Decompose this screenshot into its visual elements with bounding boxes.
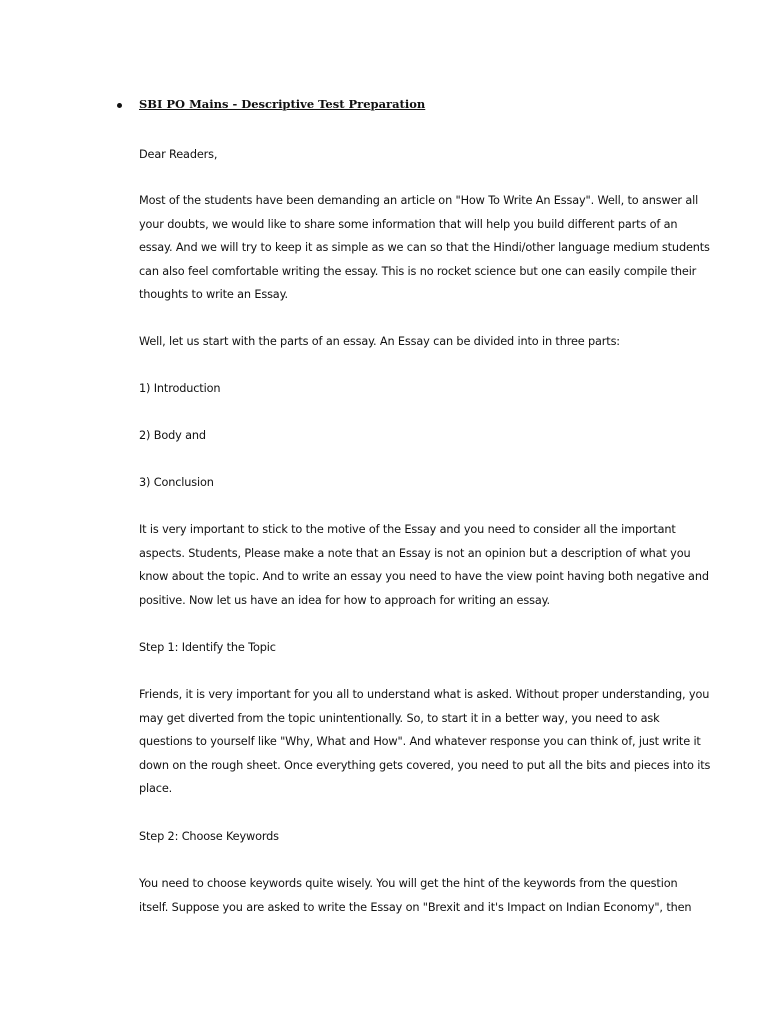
paragraph-line: know about the topic. And to write an essay you need to have the view point having both negative and — [139, 570, 709, 584]
list-item-body — [139, 424, 679, 448]
paragraph-line: 1) Introduction — [139, 382, 221, 395]
paragraph-line: can also feel comfortable writing the essay. This is no rocket science but one can easily compile their — [139, 264, 697, 278]
paragraph-line: aspects. Students, Please make a note that an Essay is not an opinion but a description of what you — [139, 546, 691, 560]
step1-paragraph — [139, 683, 711, 801]
list-item-introduction — [139, 377, 679, 401]
paragraph-line: thoughts to write an Essay. — [139, 288, 288, 302]
paragraph-line: Friends, it is very important for you all to understand what is asked. Without proper understanding, you — [139, 688, 710, 701]
paragraph-line: Step 1: Identify the Topic — [139, 641, 276, 654]
motive-paragraph — [139, 518, 709, 612]
list-item-conclusion — [139, 471, 679, 495]
bulleted-heading — [112, 97, 712, 117]
paragraph-line: down on the rough sheet. Once everything gets covered, you need to put all the bits and pieces into its — [139, 758, 711, 772]
paragraph-line: Well, let us start with the parts of an essay. An Essay can be divided into in three parts: — [139, 335, 620, 348]
parts-intro-paragraph — [139, 330, 679, 354]
paragraph-line: 3) Conclusion — [139, 476, 214, 489]
paragraph-line: your doubts, we would like to share some information that will help you build different parts of an — [139, 217, 678, 231]
paragraph-line: Step 2: Choose Keywords — [139, 830, 279, 843]
step2-heading — [139, 825, 679, 849]
paragraph-line: Dear Readers, — [139, 148, 218, 161]
step1-heading — [139, 636, 679, 660]
step2-paragraph — [139, 872, 692, 919]
document-heading: SBI PO Mains - Descriptive Test Preparation — [139, 97, 426, 111]
paragraph-line: may get diverted from the topic unintentionally. So, to start it in a better way, you need to ask — [139, 711, 660, 725]
paragraph-line: Most of the students have been demanding an article on "How To Write An Essay". Well, to answer all — [139, 194, 699, 207]
intro-paragraph — [139, 189, 710, 307]
paragraph-line: itself. Suppose you are asked to write the Essay on "Brexit and it's Impact on Indian Economy", then — [139, 900, 692, 914]
paragraph-line: essay. And we will try to keep it as simple as we can so that the Hindi/other language medium students — [139, 241, 710, 255]
paragraph-line: positive. Now let us have an idea for how to approach for writing an essay. — [139, 593, 550, 607]
paragraph-line: questions to yourself like "Why, What and How". And whatever response you can think of, just write it — [139, 735, 701, 749]
paragraph-line: You need to choose keywords quite wisely. You will get the hint of the keywords from the question — [139, 877, 678, 890]
paragraph-line: 2) Body and — [139, 429, 206, 442]
paragraph-line: place. — [139, 782, 173, 796]
paragraph-line: It is very important to stick to the motive of the Essay and you need to consider all the important — [139, 523, 676, 536]
greeting-paragraph — [139, 143, 679, 167]
bullet-icon — [117, 103, 122, 108]
